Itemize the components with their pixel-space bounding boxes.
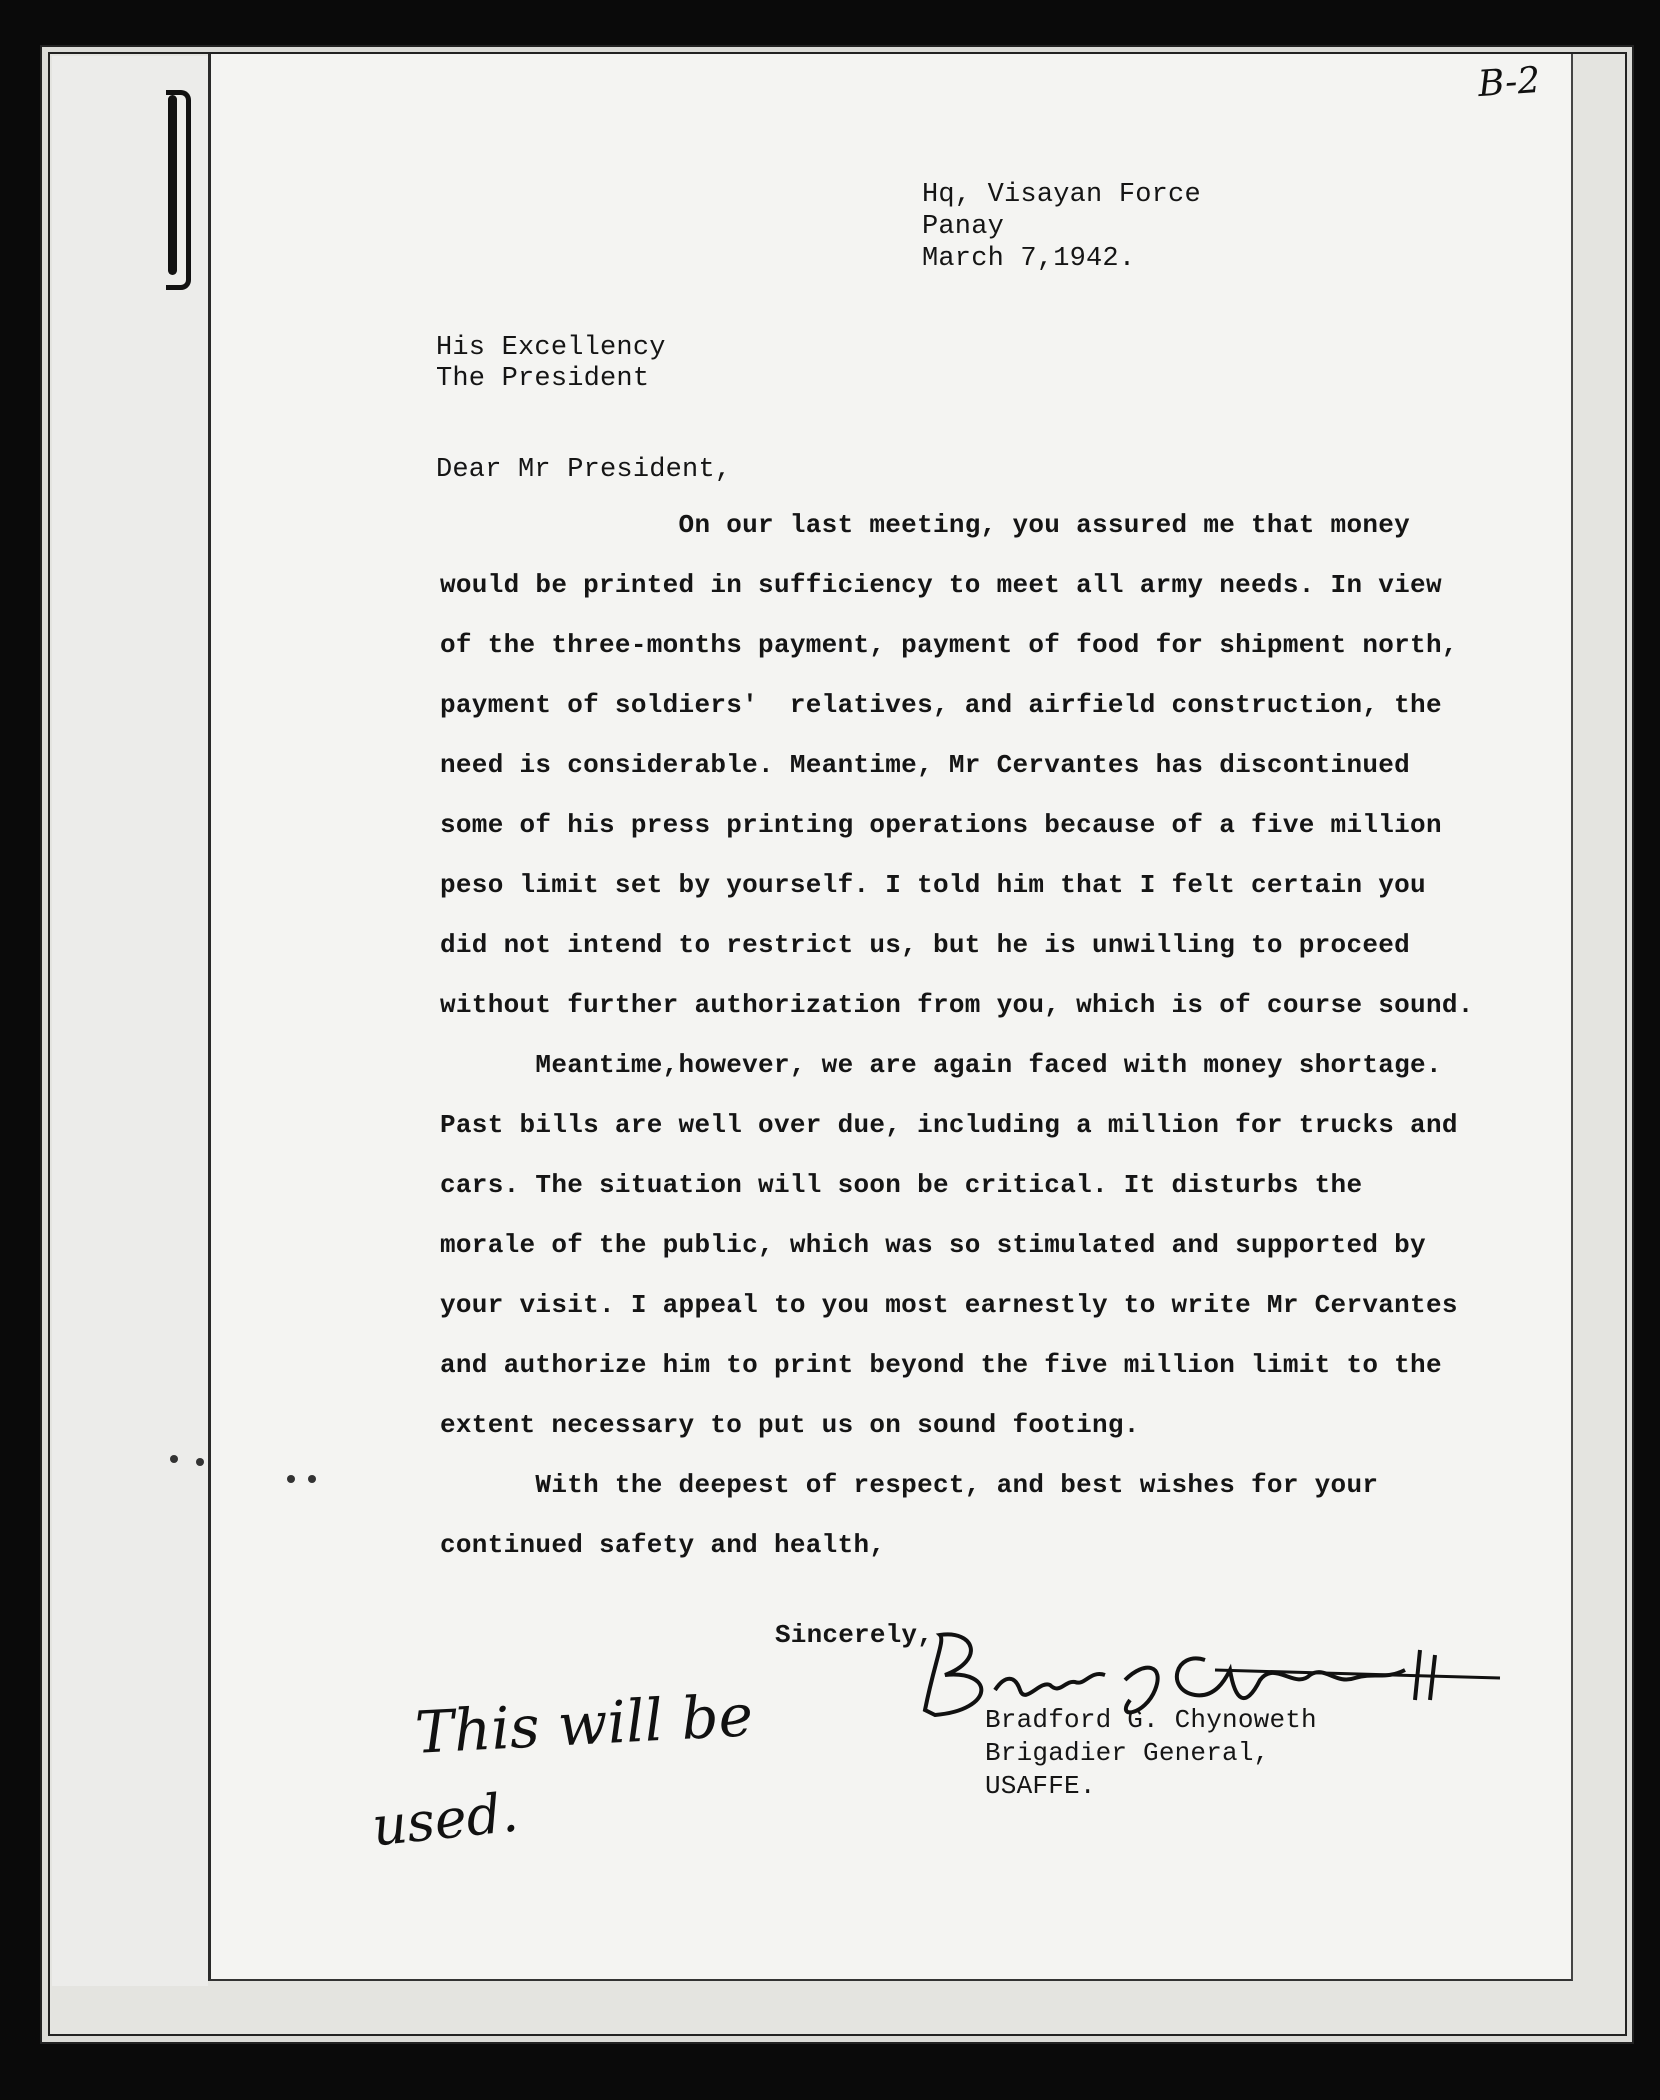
handwritten-note-line-2: used. — [369, 1780, 522, 1859]
handwritten-note-line-1: This will be — [413, 1681, 755, 1767]
header-line-1: Hq, Visayan Force — [922, 180, 1201, 210]
body-line: Past bills are well over due, including a million for trucks and — [440, 1110, 1458, 1140]
body-line: continued safety and health, — [440, 1530, 886, 1560]
body-line: Meantime,however, we are again faced with money shortage. — [440, 1050, 1442, 1080]
salutation: Dear Mr President, — [436, 455, 732, 485]
punch-hole-dot — [196, 1458, 204, 1466]
body-line: of the three-months payment, payment of food for shipment north, — [440, 630, 1458, 660]
addressee-line-1: His Excellency — [436, 333, 666, 363]
punch-hole-dot — [308, 1475, 316, 1483]
body-line: your visit. I appeal to you most earnestly to write Mr Cervantes — [440, 1290, 1458, 1320]
handwritten-signature — [915, 1620, 1505, 1730]
body-line: did not intend to restrict us, but he is unwilling to proceed — [440, 930, 1411, 960]
header-line-2: Panay — [922, 212, 1005, 242]
body-line: morale of the public, which was so stimulated and supported by — [440, 1230, 1426, 1260]
punch-hole-dot — [287, 1475, 295, 1483]
body-line: On our last meeting, you assured me that money — [440, 510, 1411, 540]
addressee-line-2: The President — [436, 364, 650, 394]
body-line: and authorize him to print beyond the five million limit to the — [440, 1350, 1442, 1380]
body-line: payment of soldiers' relatives, and airfield construction, the — [440, 690, 1442, 720]
body-line: With the deepest of respect, and best wishes for your — [440, 1470, 1379, 1500]
header-date: March 7,1942. — [922, 244, 1136, 274]
closing: Sincerely, — [775, 1620, 934, 1650]
punch-hole-dot — [170, 1455, 178, 1463]
signature-org: USAFFE. — [985, 1771, 1096, 1801]
body-line: cars. The situation will soon be critical. It disturbs the — [440, 1170, 1363, 1200]
body-line: some of his press printing operations because of a five million — [440, 810, 1442, 840]
body-line: would be printed in sufficiency to meet all army needs. In view — [440, 570, 1442, 600]
body-line: without further authorization from you, which is of course sound. — [440, 990, 1474, 1020]
signature-rank: Brigadier General, — [985, 1738, 1270, 1768]
paper-clip-icon — [166, 90, 191, 290]
underlying-page-margin — [52, 56, 208, 1986]
body-line: peso limit set by yourself. I told him that I felt certain you — [440, 870, 1426, 900]
body-line: extent necessary to put us on sound footing. — [440, 1410, 1140, 1440]
signature-name: Bradford G. Chynoweth — [985, 1705, 1317, 1735]
corner-tag: B-2 — [1476, 59, 1542, 106]
body-line: need is considerable. Meantime, Mr Cervantes has discontinued — [440, 750, 1411, 780]
